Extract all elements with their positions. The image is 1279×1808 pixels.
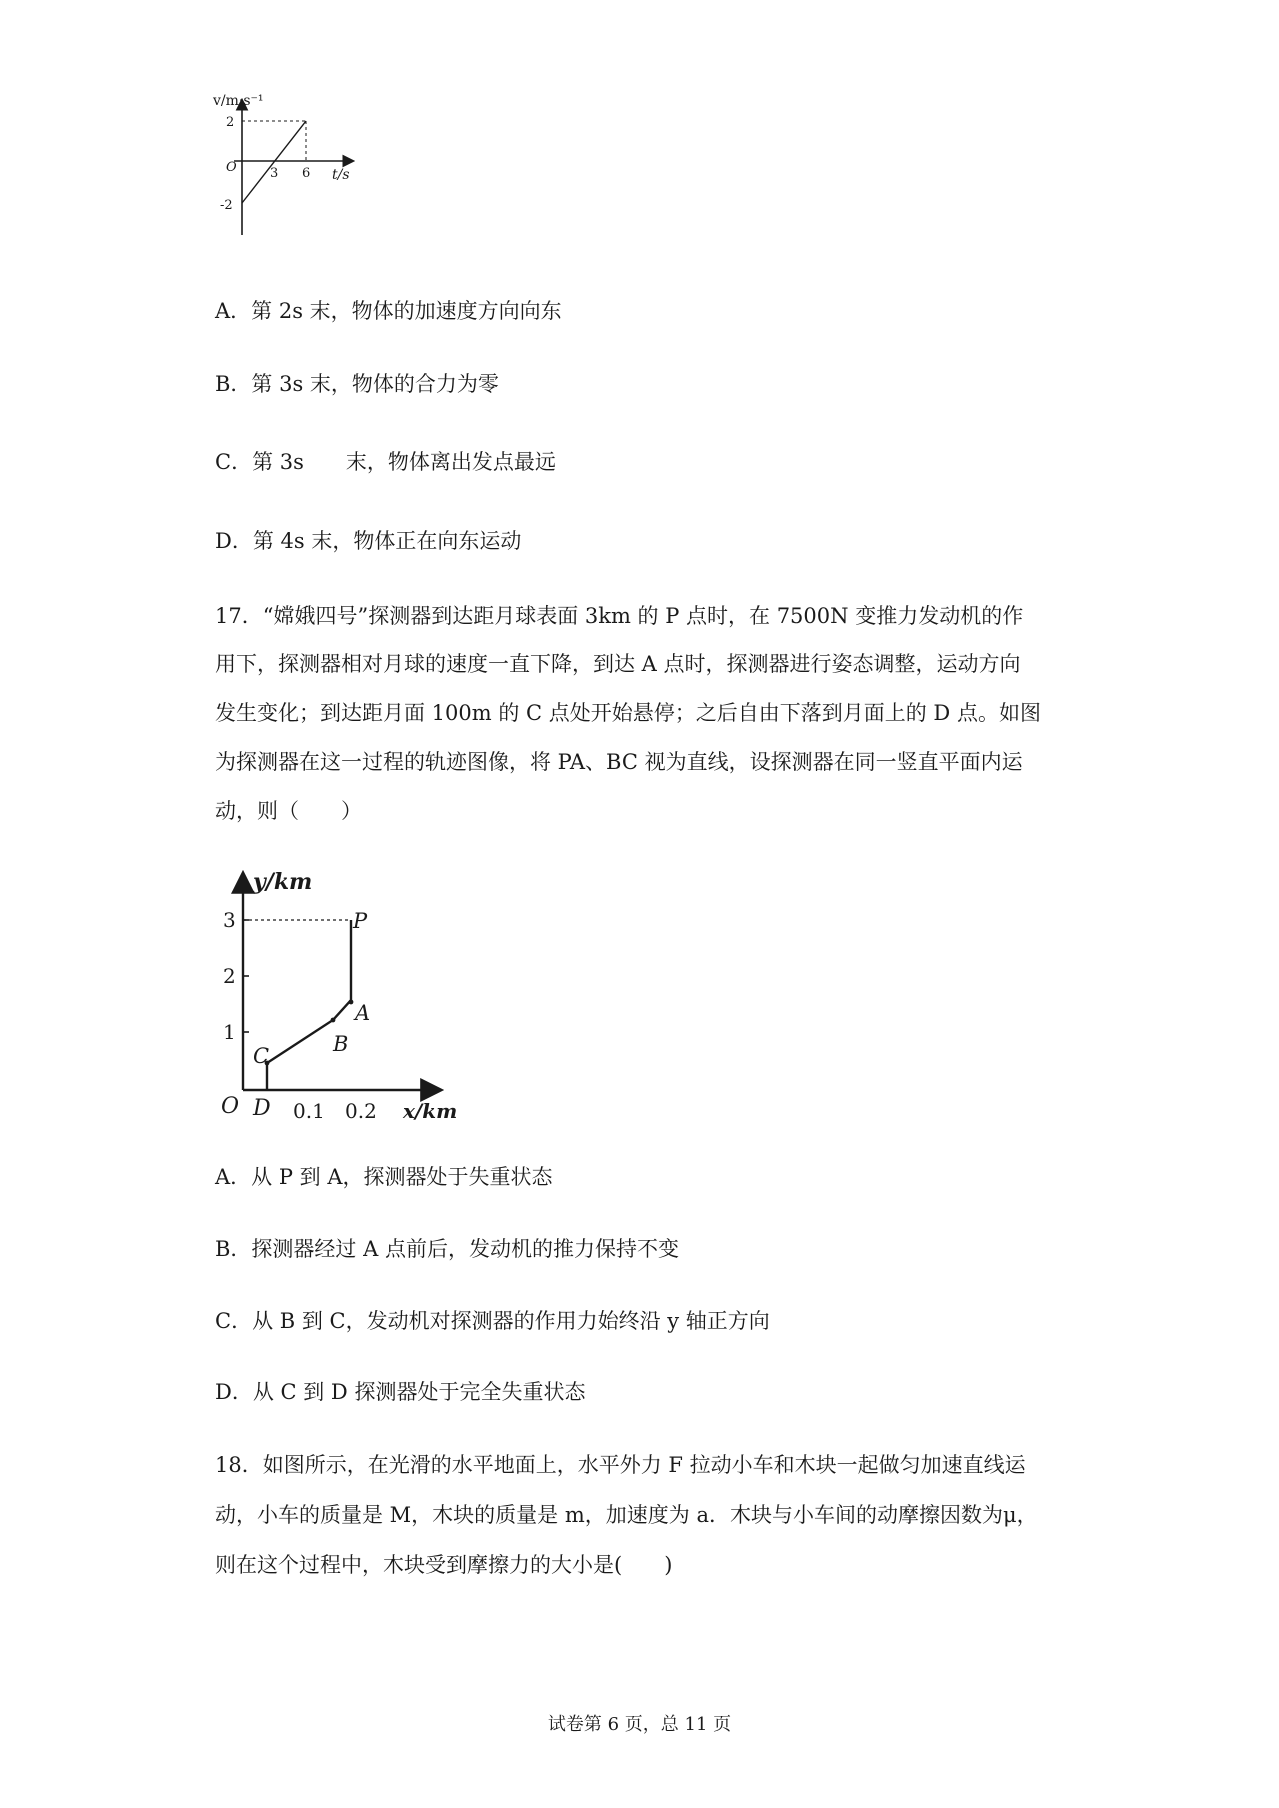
y-tick-label-2: 2: [223, 964, 236, 988]
q17-option-d: D．从 C 到 D 探测器处于完全失重状态: [215, 1380, 586, 1404]
y-tick-label-1: 1: [223, 1020, 236, 1044]
y-tick-label-3: 3: [223, 908, 236, 932]
q17-line-2: 用下，探测器相对月球的速度一直下降，到达 A 点时，探测器进行姿态调整，运动方向: [215, 652, 1021, 676]
q17-option-c: C．从 B 到 C，发动机对探测器的作用力始终沿 y 轴正方向: [215, 1309, 770, 1333]
velocity-time-graph: [213, 93, 420, 245]
x-axis-label: t/s: [332, 167, 350, 183]
x-tick-label-0-2: 0.2: [345, 1099, 377, 1123]
trajectory-graph: [215, 865, 475, 1130]
q17-option-b: B．探测器经过 A 点前后，发动机的推力保持不变: [215, 1237, 679, 1261]
x-tick-label-0-1: 0.1: [293, 1099, 325, 1123]
q18-line-3: 则在这个过程中，木块受到摩擦力的大小是( ): [215, 1553, 673, 1577]
q16-option-a: A．第 2s 末，物体的加速度方向向东: [215, 299, 562, 323]
y-axis-label: y/km: [253, 869, 313, 895]
point-c-label: C: [253, 1044, 270, 1068]
point-b-marker: [331, 1018, 336, 1023]
q16-option-b: B．第 3s 末，物体的合力为零: [215, 372, 499, 396]
y-tick-2: 2: [226, 115, 235, 130]
y-axis-label: v/m·s⁻¹: [213, 93, 264, 109]
q17-line-4: 为探测器在这一过程的轨迹图像，将 PA、BC 视为直线，设探测器在同一竖直平面内运: [215, 750, 1023, 774]
q17-option-a: A．从 P 到 A，探测器处于失重状态: [215, 1165, 553, 1189]
point-b-label: B: [333, 1032, 349, 1056]
q18-line-1: 18．如图所示，在光滑的水平地面上，水平外力 F 拉动小车和木块一起做匀加速直线运: [215, 1453, 1026, 1477]
point-d-label: D: [253, 1096, 271, 1121]
velocity-line: [242, 121, 306, 203]
q17-line-5: 动，则（ ）: [215, 799, 362, 823]
q17-line-3: 发生变化；到达距月面 100m 的 C 点处开始悬停；之后自由下落到月面上的 D 点。如图: [215, 701, 1041, 725]
q18-line-2: 动，小车的质量是 M，木块的质量是 m，加速度为 a．木块与小车间的动摩擦因数为μ，: [215, 1503, 1038, 1527]
point-a-marker: [349, 1000, 354, 1005]
q17-line-1: 17．“嫦娥四号”探测器到达距月球表面 3km 的 P 点时，在 7500N 变推力发动机的作: [215, 604, 1024, 628]
trajectory-path: [267, 920, 351, 1090]
page-footer: 试卷第 6 页，总 11 页: [547, 1714, 732, 1735]
q16-option-d: D．第 4s 末，物体正在向东运动: [215, 529, 522, 553]
x-axis-label: x/km: [403, 1099, 458, 1123]
x-tick-3: 3: [270, 166, 279, 181]
point-a-label: A: [355, 1001, 371, 1025]
y-tick-neg-2: -2: [220, 198, 233, 213]
x-tick-6: 6: [302, 166, 311, 181]
point-p-label: P: [353, 909, 368, 933]
q16-option-c: C．第 3s 末，物体离出发点最远: [215, 450, 556, 474]
origin-label: O: [226, 160, 237, 175]
origin-label: O: [221, 1094, 240, 1119]
